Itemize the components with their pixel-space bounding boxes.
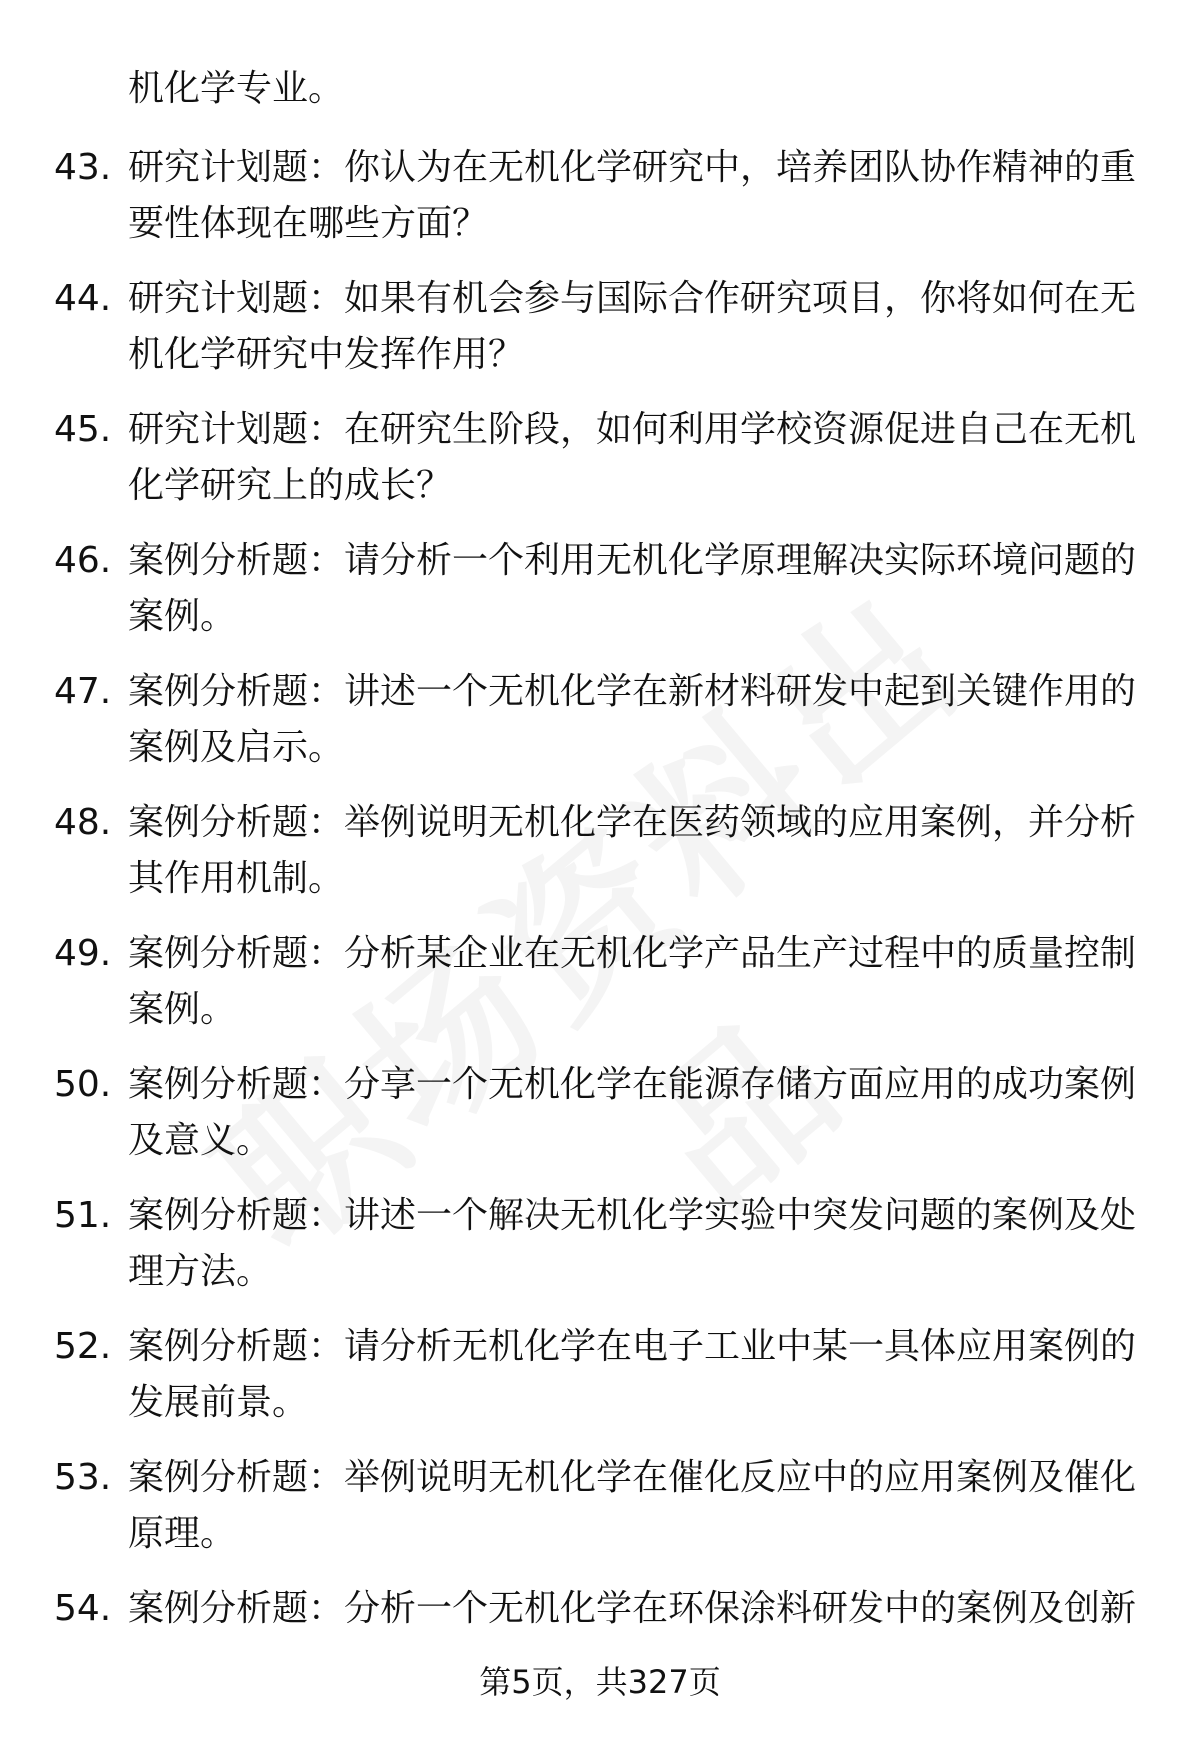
question-list <box>0 140 1200 1712</box>
question-text: 案例分析题：分析一个无机化学在环保涂料研发中的案例及创新 <box>128 1588 1137 1629</box>
question-number: 46. <box>54 540 112 581</box>
question-item <box>0 140 1200 271</box>
question-text: 案例分析题：请分析无机化学在电子工业中某一具体应用案例的发展前景。 <box>128 1326 1137 1423</box>
question-item <box>0 795 1200 926</box>
question-number: 50. <box>54 1064 112 1105</box>
question-number: 44. <box>54 278 112 319</box>
question-text: 案例分析题：分析某企业在无机化学产品生产过程中的质量控制案例。 <box>128 933 1137 1030</box>
page-footer: 第5页，共327页 <box>479 1663 721 1701</box>
question-text: 案例分析题：举例说明无机化学在催化反应中的应用案例及催化原理。 <box>128 1457 1137 1554</box>
question-number: 52. <box>54 1326 112 1367</box>
question-number: 54. <box>54 1588 112 1629</box>
question-text: 研究计划题：你认为在无机化学研究中，培养团队协作精神的重要性体现在哪些方面？ <box>128 147 1137 244</box>
question-number: 49. <box>54 933 112 974</box>
continuation-text: 机化学专业。 <box>128 68 345 109</box>
question-item <box>0 1319 1200 1450</box>
question-text: 案例分析题：分享一个无机化学在能源存储方面应用的成功案例及意义。 <box>128 1064 1137 1161</box>
question-item <box>0 664 1200 795</box>
question-number: 51. <box>54 1195 112 1236</box>
question-text: 研究计划题：在研究生阶段，如何利用学校资源促进自己在无机化学研究上的成长？ <box>128 409 1137 506</box>
question-number: 45. <box>54 409 112 450</box>
question-item <box>0 1188 1200 1319</box>
question-item <box>0 1057 1200 1188</box>
question-text: 研究计划题：如果有机会参与国际合作研究项目，你将如何在无机化学研究中发挥作用？ <box>128 278 1137 375</box>
question-text: 案例分析题：讲述一个无机化学在新材料研发中起到关键作用的案例及启示。 <box>128 671 1137 768</box>
question-number: 53. <box>54 1457 112 1498</box>
question-text: 案例分析题：请分析一个利用无机化学原理解决实际环境问题的案例。 <box>128 540 1137 637</box>
question-item <box>0 271 1200 402</box>
question-number: 43. <box>54 147 112 188</box>
question-item <box>0 926 1200 1057</box>
question-number: 48. <box>54 802 112 843</box>
question-number: 47. <box>54 671 112 712</box>
question-text: 案例分析题：讲述一个解决无机化学实验中突发问题的案例及处理方法。 <box>128 1195 1137 1292</box>
question-item <box>0 402 1200 533</box>
question-item <box>0 533 1200 664</box>
question-item <box>0 1450 1200 1581</box>
question-text: 案例分析题：举例说明无机化学在医药领域的应用案例，并分析其作用机制。 <box>128 802 1137 899</box>
